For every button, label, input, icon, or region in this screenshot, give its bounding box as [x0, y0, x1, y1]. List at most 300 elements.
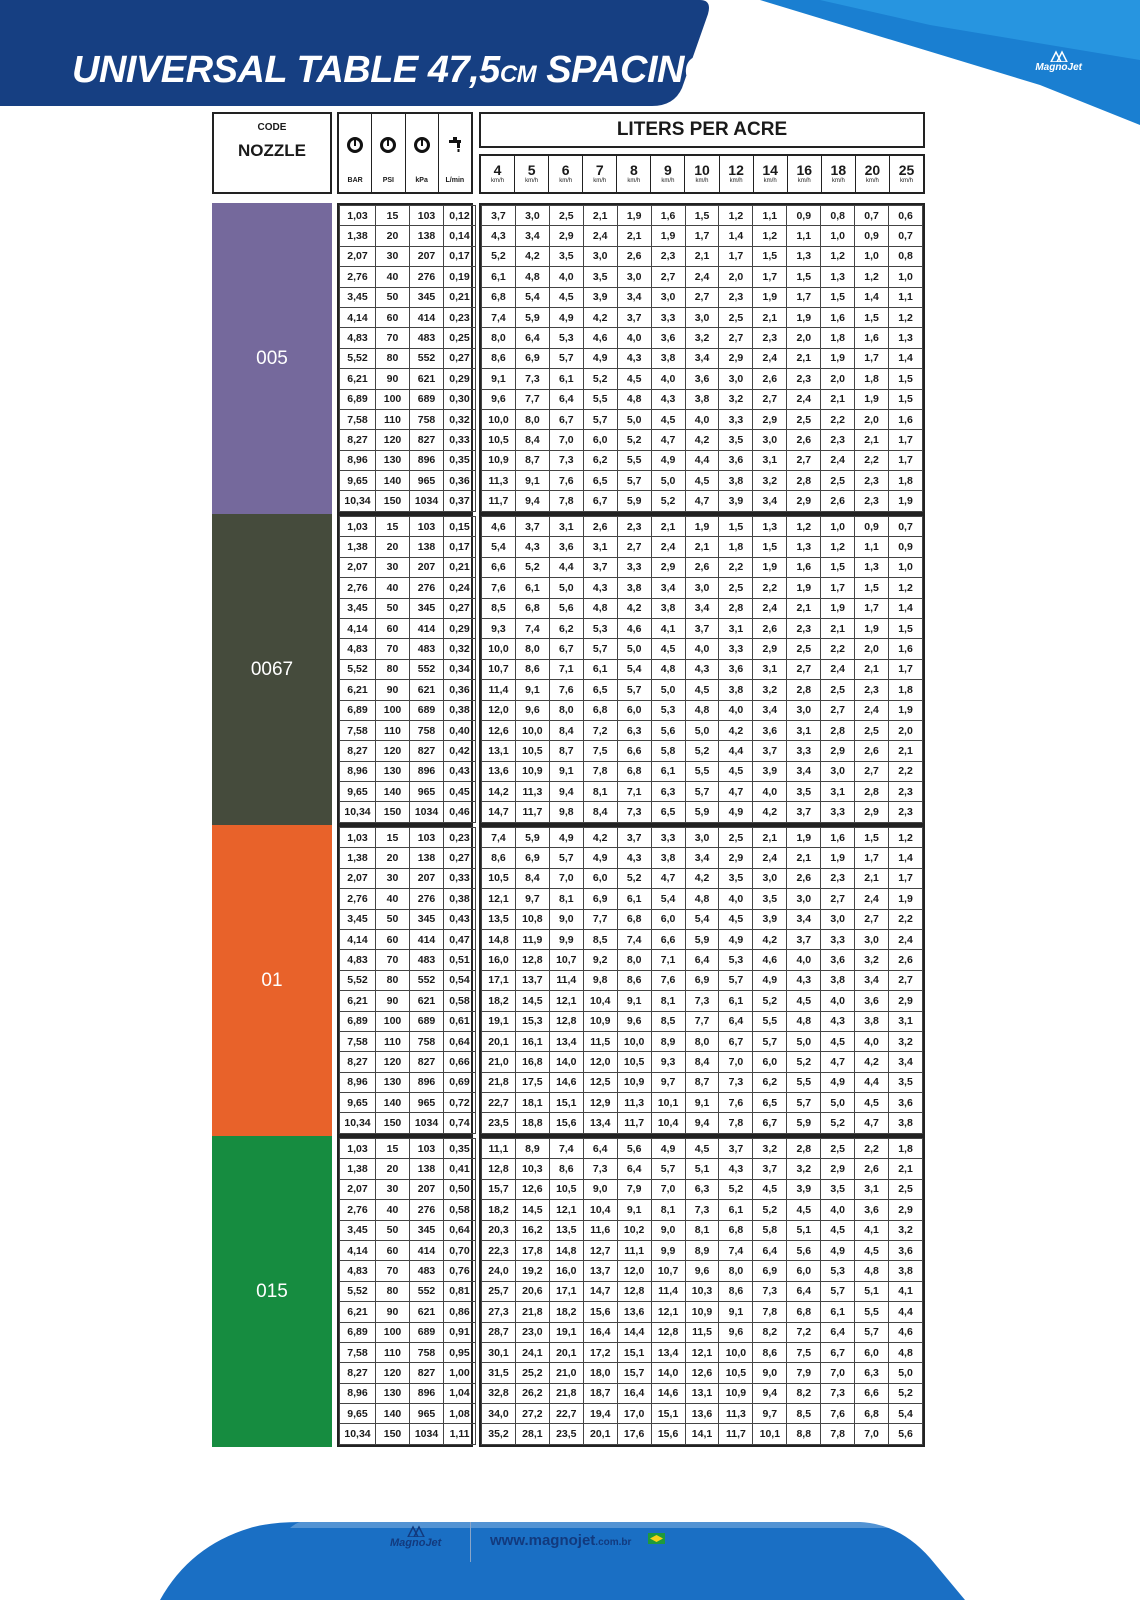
unit-header-bar	[339, 114, 372, 192]
table-cell: 14,4	[617, 1322, 651, 1342]
table-cell: 12,1	[549, 991, 583, 1011]
table-cell: 5,52	[340, 348, 376, 368]
table-row	[482, 328, 923, 348]
table-cell: 1,2	[889, 828, 923, 848]
table-cell: 2,4	[889, 929, 923, 949]
table-cell: 0,61	[444, 1011, 476, 1031]
table-cell: 6,3	[651, 782, 685, 802]
table-cell: 40	[376, 889, 410, 909]
table-cell: 120	[376, 1363, 410, 1383]
table-row	[340, 537, 476, 557]
table-cell: 9,65	[340, 1404, 376, 1424]
table-cell: 138	[410, 848, 444, 868]
table-cell: 3,5	[549, 246, 583, 266]
table-cell: 4,0	[719, 889, 753, 909]
table-cell: 6,4	[753, 1240, 787, 1260]
table-cell: 7,9	[617, 1179, 651, 1199]
table-cell: 10,0	[719, 1342, 753, 1362]
table-cell: 4,5	[651, 409, 685, 429]
table-cell: 827	[410, 1052, 444, 1072]
table-cell: 1,5	[855, 578, 889, 598]
table-cell: 130	[376, 1383, 410, 1403]
table-cell: 10,7	[651, 1261, 685, 1281]
speed-value: 12	[728, 162, 744, 178]
table-row	[340, 1072, 476, 1092]
table-cell: 4,9	[549, 828, 583, 848]
pressure-gauge-icon	[413, 136, 431, 156]
table-cell: 0,23	[444, 307, 476, 327]
table-cell: 3,4	[787, 761, 821, 781]
table-cell: 6,2	[583, 450, 617, 470]
table-cell: 9,1	[549, 761, 583, 781]
speed-unit: km/h	[525, 178, 539, 184]
table-cell: 12,7	[583, 1240, 617, 1260]
table-cell: 2,0	[855, 409, 889, 429]
table-row	[340, 409, 476, 429]
speed-unit: km/h	[831, 178, 845, 184]
table-cell: 3,1	[855, 1179, 889, 1199]
table-cell: 8,27	[340, 1363, 376, 1383]
table-cell: 5,7	[821, 1281, 855, 1301]
table-cell: 17,6	[617, 1424, 651, 1445]
table-cell: 1,9	[821, 848, 855, 868]
table-cell: 19,4	[583, 1404, 617, 1424]
table-cell: 6,6	[651, 929, 685, 949]
table-cell: 3,4	[753, 491, 787, 512]
table-cell: 4,5	[719, 761, 753, 781]
table-row	[340, 1424, 476, 1445]
website-link[interactable]: www.magnojet.com.br	[490, 1532, 632, 1549]
table-cell: 4,3	[651, 389, 685, 409]
table-cell: 3,8	[889, 1113, 923, 1134]
table-cell: 8,6	[719, 1281, 753, 1301]
table-cell: 0,64	[444, 1031, 476, 1051]
table-cell: 70	[376, 950, 410, 970]
table-row	[482, 537, 923, 557]
table-cell: 4,5	[753, 1179, 787, 1199]
table-cell: 9,0	[583, 1179, 617, 1199]
table-cell: 2,07	[340, 868, 376, 888]
table-cell: 1034	[410, 491, 444, 512]
table-cell: 15	[376, 1139, 410, 1159]
table-cell: 3,0	[753, 430, 787, 450]
table-cell: 2,4	[787, 389, 821, 409]
table-cell: 3,5	[719, 430, 753, 450]
table-cell: 28,1	[515, 1424, 549, 1445]
table-cell: 1,4	[889, 848, 923, 868]
table-row	[482, 1404, 923, 1424]
table-row	[340, 206, 476, 226]
table-cell: 5,2	[617, 430, 651, 450]
table-cell: 6,0	[651, 909, 685, 929]
table-cell: 3,4	[515, 226, 549, 246]
table-cell: 414	[410, 307, 444, 327]
table-cell: 14,5	[515, 991, 549, 1011]
table-cell: 6,4	[787, 1281, 821, 1301]
table-cell: 1,7	[787, 287, 821, 307]
table-cell: 4,9	[549, 307, 583, 327]
table-cell: 1,7	[719, 246, 753, 266]
table-cell: 0,34	[444, 659, 476, 679]
table-cell: 8,6	[515, 659, 549, 679]
table-cell: 8,5	[651, 1011, 685, 1031]
table-cell: 2,9	[787, 491, 821, 512]
table-row	[482, 1031, 923, 1051]
table-cell: 10,0	[482, 639, 516, 659]
table-cell: 30	[376, 1179, 410, 1199]
table-cell: 13,5	[482, 909, 516, 929]
table-cell: 896	[410, 1072, 444, 1092]
table-cell: 2,2	[719, 557, 753, 577]
table-cell: 4,4	[855, 1072, 889, 1092]
table-cell: 621	[410, 991, 444, 1011]
table-cell: 10,5	[617, 1052, 651, 1072]
table-cell: 7,6	[821, 1404, 855, 1424]
table-cell: 120	[376, 741, 410, 761]
table-row	[340, 1052, 476, 1072]
table-cell: 4,5	[651, 639, 685, 659]
table-cell: 16,8	[515, 1052, 549, 1072]
table-cell: 12,0	[482, 700, 516, 720]
table-cell: 2,6	[685, 557, 719, 577]
table-cell: 5,7	[787, 1093, 821, 1113]
speed-unit: km/h	[865, 178, 879, 184]
table-cell: 2,7	[787, 659, 821, 679]
table-row	[482, 1139, 923, 1159]
table-cell: 15,6	[583, 1302, 617, 1322]
table-cell: 276	[410, 1200, 444, 1220]
table-cell: 14,6	[651, 1383, 685, 1403]
table-row	[340, 1240, 476, 1260]
table-row	[482, 1220, 923, 1240]
table-cell: 1,08	[444, 1404, 476, 1424]
table-cell: 5,0	[617, 639, 651, 659]
table-cell: 8,27	[340, 1052, 376, 1072]
table-cell: 2,6	[753, 618, 787, 638]
table-cell: 10,5	[549, 1179, 583, 1199]
table-cell: 0,6	[889, 206, 923, 226]
table-cell: 2,9	[753, 639, 787, 659]
table-cell: 4,7	[651, 868, 685, 888]
table-cell: 827	[410, 1363, 444, 1383]
table-cell: 1,6	[889, 409, 923, 429]
table-cell: 2,4	[753, 598, 787, 618]
table-cell: 0,64	[444, 1220, 476, 1240]
table-cell: 8,5	[787, 1404, 821, 1424]
table-cell: 6,8	[787, 1302, 821, 1322]
table-cell: 1,03	[340, 206, 376, 226]
table-cell: 0,51	[444, 950, 476, 970]
table-cell: 3,9	[753, 761, 787, 781]
table-cell: 8,96	[340, 761, 376, 781]
table-cell: 4,8	[651, 659, 685, 679]
speed-unit: km/h	[729, 178, 743, 184]
table-cell: 20,3	[482, 1220, 516, 1240]
table-cell: 4,2	[685, 868, 719, 888]
table-cell: 9,1	[719, 1302, 753, 1322]
unit-header-l-min	[439, 114, 471, 192]
table-cell: 1,8	[719, 537, 753, 557]
table-row	[482, 720, 923, 740]
table-cell: 2,9	[651, 557, 685, 577]
table-cell: 1,6	[821, 828, 855, 848]
table-cell: 9,7	[753, 1404, 787, 1424]
table-cell: 16,1	[515, 1031, 549, 1051]
table-cell: 5,5	[617, 450, 651, 470]
table-row	[482, 802, 923, 823]
table-cell: 8,4	[583, 802, 617, 823]
table-cell: 15	[376, 517, 410, 537]
table-cell: 1,5	[889, 369, 923, 389]
table-cell: 7,8	[583, 761, 617, 781]
table-row	[340, 950, 476, 970]
table-cell: 8,6	[549, 1159, 583, 1179]
table-cell: 6,9	[685, 970, 719, 990]
table-cell: 1,9	[821, 348, 855, 368]
table-cell: 4,9	[651, 450, 685, 470]
table-cell: 6,21	[340, 991, 376, 1011]
logo-mark-icon	[1048, 50, 1070, 62]
table-cell: 2,6	[855, 741, 889, 761]
pressure-flow-grid	[337, 825, 473, 1136]
table-cell: 2,8	[855, 782, 889, 802]
table-row	[482, 430, 923, 450]
table-cell: 10,1	[753, 1424, 787, 1445]
footer-divider	[470, 1522, 471, 1562]
table-cell: 6,0	[787, 1261, 821, 1281]
table-cell: 6,5	[651, 802, 685, 823]
table-cell: 2,6	[855, 1159, 889, 1179]
table-cell: 3,6	[685, 369, 719, 389]
table-cell: 1,6	[855, 328, 889, 348]
table-row	[340, 659, 476, 679]
table-cell: 2,9	[719, 348, 753, 368]
table-cell: 17,5	[515, 1072, 549, 1092]
table-cell: 2,3	[719, 287, 753, 307]
table-cell: 7,5	[787, 1342, 821, 1362]
table-cell: 3,6	[549, 537, 583, 557]
page-title: UNIVERSAL TABLE 47,5CM SPACING	[72, 49, 714, 91]
table-cell: 3,4	[617, 287, 651, 307]
table-cell: 3,6	[855, 1200, 889, 1220]
table-cell: 1,6	[651, 206, 685, 226]
table-cell: 2,76	[340, 1200, 376, 1220]
table-cell: 10,9	[719, 1383, 753, 1403]
table-cell: 0,74	[444, 1113, 476, 1134]
table-cell: 10,5	[719, 1363, 753, 1383]
table-cell: 11,4	[549, 970, 583, 990]
unit-label: PSI	[382, 177, 395, 184]
table-cell: 4,14	[340, 1240, 376, 1260]
table-cell: 3,8	[719, 680, 753, 700]
table-cell: 2,1	[889, 741, 923, 761]
table-row	[340, 868, 476, 888]
table-row	[482, 267, 923, 287]
table-cell: 3,7	[482, 206, 516, 226]
table-cell: 14,8	[482, 929, 516, 949]
table-cell: 1,38	[340, 848, 376, 868]
table-cell: 0,72	[444, 1093, 476, 1113]
table-cell: 0,19	[444, 267, 476, 287]
table-cell: 1,8	[889, 471, 923, 491]
liters-per-acre-grid	[479, 203, 925, 514]
table-cell: 6,4	[515, 328, 549, 348]
pressure-flow-grid	[337, 203, 473, 514]
table-cell: 0,54	[444, 970, 476, 990]
table-cell: 1,2	[889, 307, 923, 327]
table-cell: 1,7	[855, 848, 889, 868]
pressure-gauge-icon	[379, 136, 397, 156]
table-cell: 2,7	[821, 889, 855, 909]
table-cell: 9,8	[549, 802, 583, 823]
table-cell: 17,2	[583, 1342, 617, 1362]
table-cell: 3,6	[855, 991, 889, 1011]
table-cell: 4,2	[685, 430, 719, 450]
table-row	[340, 389, 476, 409]
table-cell: 7,1	[549, 659, 583, 679]
table-cell: 4,9	[583, 848, 617, 868]
table-cell: 6,1	[651, 761, 685, 781]
table-cell: 5,4	[889, 1404, 923, 1424]
table-cell: 2,4	[651, 537, 685, 557]
table-cell: 2,2	[821, 639, 855, 659]
table-cell: 9,1	[617, 1200, 651, 1220]
table-cell: 17,0	[617, 1404, 651, 1424]
table-cell: 3,5	[583, 267, 617, 287]
table-cell: 276	[410, 578, 444, 598]
table-cell: 1,0	[889, 557, 923, 577]
table-cell: 5,2	[753, 1200, 787, 1220]
table-cell: 12,1	[549, 1200, 583, 1220]
table-cell: 10,4	[651, 1113, 685, 1134]
table-row	[482, 1261, 923, 1281]
table-cell: 14,5	[515, 1200, 549, 1220]
table-cell: 1,8	[889, 680, 923, 700]
table-cell: 6,1	[719, 991, 753, 1011]
table-cell: 345	[410, 909, 444, 929]
table-cell: 7,6	[651, 970, 685, 990]
table-cell: 8,0	[482, 328, 516, 348]
table-cell: 4,3	[821, 1011, 855, 1031]
table-cell: 4,8	[583, 598, 617, 618]
table-cell: 3,8	[651, 598, 685, 618]
table-cell: 2,6	[617, 246, 651, 266]
table-cell: 3,7	[753, 1159, 787, 1179]
table-cell: 0,8	[889, 246, 923, 266]
table-cell: 8,4	[515, 868, 549, 888]
table-cell: 4,0	[549, 267, 583, 287]
table-cell: 150	[376, 1424, 410, 1445]
table-cell: 2,3	[753, 328, 787, 348]
table-cell: 4,3	[787, 970, 821, 990]
table-cell: 22,7	[482, 1093, 516, 1113]
table-cell: 6,5	[753, 1093, 787, 1113]
table-cell: 7,3	[515, 369, 549, 389]
table-cell: 4,6	[482, 517, 516, 537]
table-cell: 7,6	[549, 471, 583, 491]
table-cell: 3,3	[651, 828, 685, 848]
unit-label: L/min	[445, 177, 465, 184]
table-cell: 140	[376, 1093, 410, 1113]
table-cell: 2,4	[583, 226, 617, 246]
table-cell: 1,3	[787, 246, 821, 266]
table-cell: 138	[410, 1159, 444, 1179]
table-cell: 1,9	[855, 618, 889, 638]
table-cell: 4,3	[719, 1159, 753, 1179]
table-cell: 1,8	[821, 328, 855, 348]
table-cell: 0,86	[444, 1302, 476, 1322]
table-cell: 11,7	[617, 1113, 651, 1134]
table-cell: 0,17	[444, 537, 476, 557]
table-cell: 2,4	[753, 848, 787, 868]
table-row	[482, 991, 923, 1011]
table-row	[482, 598, 923, 618]
table-cell: 4,0	[821, 991, 855, 1011]
table-cell: 2,5	[787, 639, 821, 659]
table-row	[482, 659, 923, 679]
table-cell: 1,0	[821, 226, 855, 246]
table-row	[482, 1179, 923, 1199]
table-cell: 2,1	[753, 307, 787, 327]
table-cell: 276	[410, 889, 444, 909]
table-cell: 70	[376, 328, 410, 348]
table-cell: 0,29	[444, 369, 476, 389]
table-cell: 0,9	[855, 226, 889, 246]
table-cell: 8,6	[753, 1342, 787, 1362]
table-cell: 4,8	[685, 700, 719, 720]
speed-header	[720, 156, 754, 192]
table-cell: 50	[376, 1220, 410, 1240]
table-cell: 10,3	[685, 1281, 719, 1301]
table-cell: 12,8	[651, 1322, 685, 1342]
pressure-flow-grid	[337, 514, 473, 825]
table-cell: 4,5	[787, 1200, 821, 1220]
table-cell: 25,2	[515, 1363, 549, 1383]
table-cell: 10,2	[617, 1220, 651, 1240]
table-cell: 1,9	[685, 517, 719, 537]
table-cell: 13,7	[583, 1261, 617, 1281]
table-cell: 9,1	[515, 471, 549, 491]
unit-label: kPa	[415, 177, 428, 184]
table-cell: 2,5	[821, 680, 855, 700]
table-cell: 5,5	[855, 1302, 889, 1322]
table-cell: 2,4	[821, 659, 855, 679]
table-cell: 1,8	[855, 369, 889, 389]
table-row	[340, 929, 476, 949]
table-cell: 140	[376, 471, 410, 491]
table-cell: 28,7	[482, 1322, 516, 1342]
table-cell: 150	[376, 491, 410, 512]
table-cell: 4,7	[685, 491, 719, 512]
nozzle-band-0067: 0067	[212, 514, 332, 825]
table-row	[482, 889, 923, 909]
pressure-flow-grid	[337, 1136, 473, 1447]
table-cell: 3,0	[787, 889, 821, 909]
table-cell: 7,6	[549, 680, 583, 700]
table-cell: 4,2	[515, 246, 549, 266]
table-row	[482, 1424, 923, 1445]
table-cell: 3,2	[889, 1031, 923, 1051]
table-cell: 4,4	[889, 1302, 923, 1322]
speed-value: 10	[694, 162, 710, 178]
table-cell: 8,27	[340, 430, 376, 450]
table-cell: 90	[376, 1302, 410, 1322]
table-cell: 6,8	[515, 598, 549, 618]
table-cell: 11,3	[617, 1093, 651, 1113]
table-cell: 12,6	[515, 1179, 549, 1199]
table-cell: 90	[376, 369, 410, 389]
speed-value: 14	[762, 162, 778, 178]
